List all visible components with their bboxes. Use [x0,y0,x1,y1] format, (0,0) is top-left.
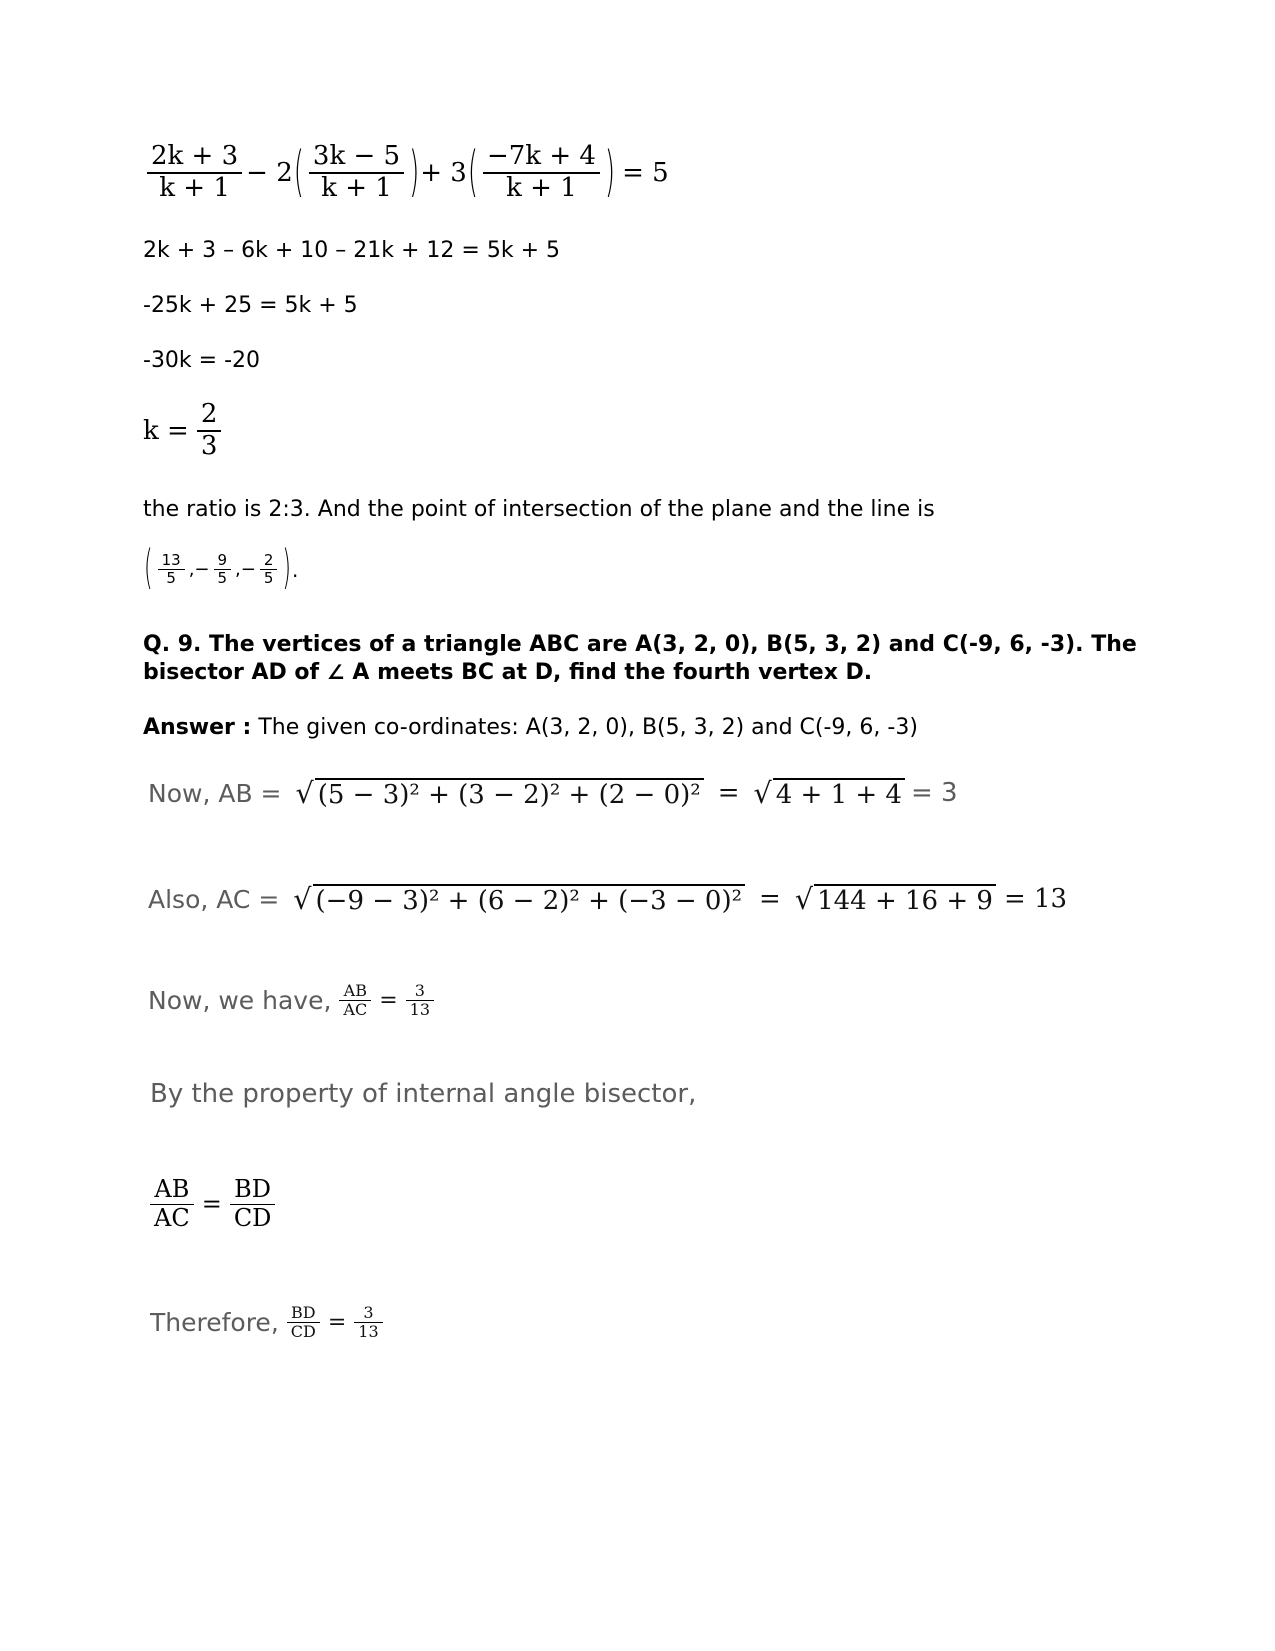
denominator: 13 [409,1000,430,1020]
period: . [292,557,299,582]
fraction-term3 [483,142,600,204]
sqrt-expression: √ (−9 − 3)² + (6 − 2)² + (−3 − 0)² [293,882,745,916]
question-text: bisector AD of [143,660,327,685]
equation-we-have [148,982,438,1020]
fraction-ab-ac [150,1176,194,1232]
denominator: CD [233,1203,272,1232]
fraction-k [197,400,222,462]
question-text: A meets BC at D, find the fourth vertex D. [344,660,873,685]
step-line-3: -30k = -20 [143,348,261,373]
sqrt-expression: √ (5 − 3)² + (3 − 2)² + (2 − 0)² [295,776,703,810]
equation-k-value [143,400,225,462]
fraction-3-13 [354,1304,382,1342]
k-label: k = [143,415,189,446]
equals: = [717,778,740,808]
equation-rhs: = 5 [622,157,669,188]
denominator: 3 [200,430,218,461]
answer-line [143,715,918,740]
intersection-point: ( $\frac{13}{5}$ ,− $\frac{9}{5}$ ,− $\frac{2}{5}$ ) . [144,543,299,596]
operator: − 2 [246,157,293,188]
denominator: k + 1 [159,172,230,203]
answer-text: The given co-ordinates: A(3, 2, 0), B(5, 3, 2) and C(-9, 6, -3) [251,715,918,740]
eq-prefix: Now, we have, [148,986,332,1016]
numerator: AB [343,981,367,1000]
denominator: 5 [166,569,176,588]
radicand: (−9 − 3)² + (6 − 2)² + (−3 − 0)² [313,884,746,916]
eq-prefix: Also, AC = [148,884,280,914]
equation-substitution: $\frac{2k + 3}{k + 1}$ − 2 ( $\frac{3k - 5}{k + 1}$ ) + 3 ( $\frac{-7k + 4}{k + 1}$ ) = 5 [143,142,669,204]
numerator: 9 [217,551,228,569]
step-line-2: -25k + 25 = 5k + 5 [143,293,358,318]
equation-ac [148,882,1067,916]
denominator: AC [343,1000,368,1020]
equals: = [201,1190,222,1219]
result: = 13 [1003,884,1068,914]
numerator: AB [154,1175,190,1203]
numerator: BD [234,1175,272,1203]
eq-prefix: Therefore, [150,1308,279,1338]
equals: = [379,988,398,1014]
numerator: 2k + 3 [151,141,239,171]
operator: + 3 [420,157,467,188]
numerator: 3 [363,1303,374,1322]
numerator: BD [291,1303,316,1322]
coord-x [158,552,185,588]
answer-label: Answer : [143,715,252,740]
coord-z [260,552,278,588]
radicand: 4 + 1 + 4 [773,778,905,810]
radicand: (5 − 3)² + (3 − 2)² + (2 − 0)² [315,778,704,810]
eq-prefix: Now, AB = [148,778,282,808]
sqrt-expression-2: √ 4 + 1 + 4 [753,776,905,810]
fraction-bd-cd [287,1304,320,1342]
fraction-ab-ac [339,982,371,1020]
fraction-bd-cd [230,1176,276,1232]
fraction-term2 [309,142,404,204]
equation-bisector [146,1176,279,1232]
equals: = [759,884,781,914]
denominator: CD [290,1322,316,1342]
ratio-text: the ratio is 2:3. And the point of intersection of the plane and the line is [143,497,935,522]
property-text: By the property of internal angle bisector, [150,1079,697,1109]
sqrt-expression-2: √ 144 + 16 + 9 [795,882,996,916]
numerator: 3k − 5 [312,141,401,171]
numerator: −7k + 4 [486,141,596,171]
fraction-3-13 [406,982,434,1020]
numerator: 2 [263,551,274,569]
step-line-1: 2k + 3 – 6k + 10 – 21k + 12 = 5k + 5 [143,238,561,263]
question-line-2 [143,660,872,685]
numerator: 2 [200,399,218,429]
denominator: k + 1 [506,172,577,203]
angle-icon: ∠ [326,660,345,684]
result: = 3 [910,778,958,808]
denominator: AC [154,1203,190,1232]
denominator: 5 [217,569,228,588]
denominator: k + 1 [321,172,392,203]
equation-ab [148,776,958,810]
numerator: 13 [161,551,181,569]
denominator: 13 [358,1322,379,1342]
fraction-term1 [147,142,242,204]
question-line-1: Q. 9. The vertices of a triangle ABC are A(3, 2, 0), B(5, 3, 2) and C(-9, 6, -3). The [143,632,1137,657]
equals: = [327,1310,347,1336]
numerator: 3 [414,981,425,1000]
coord-y [214,552,232,588]
denominator: 5 [263,569,274,588]
equation-therefore [150,1304,387,1342]
radicand: 144 + 16 + 9 [814,884,996,916]
